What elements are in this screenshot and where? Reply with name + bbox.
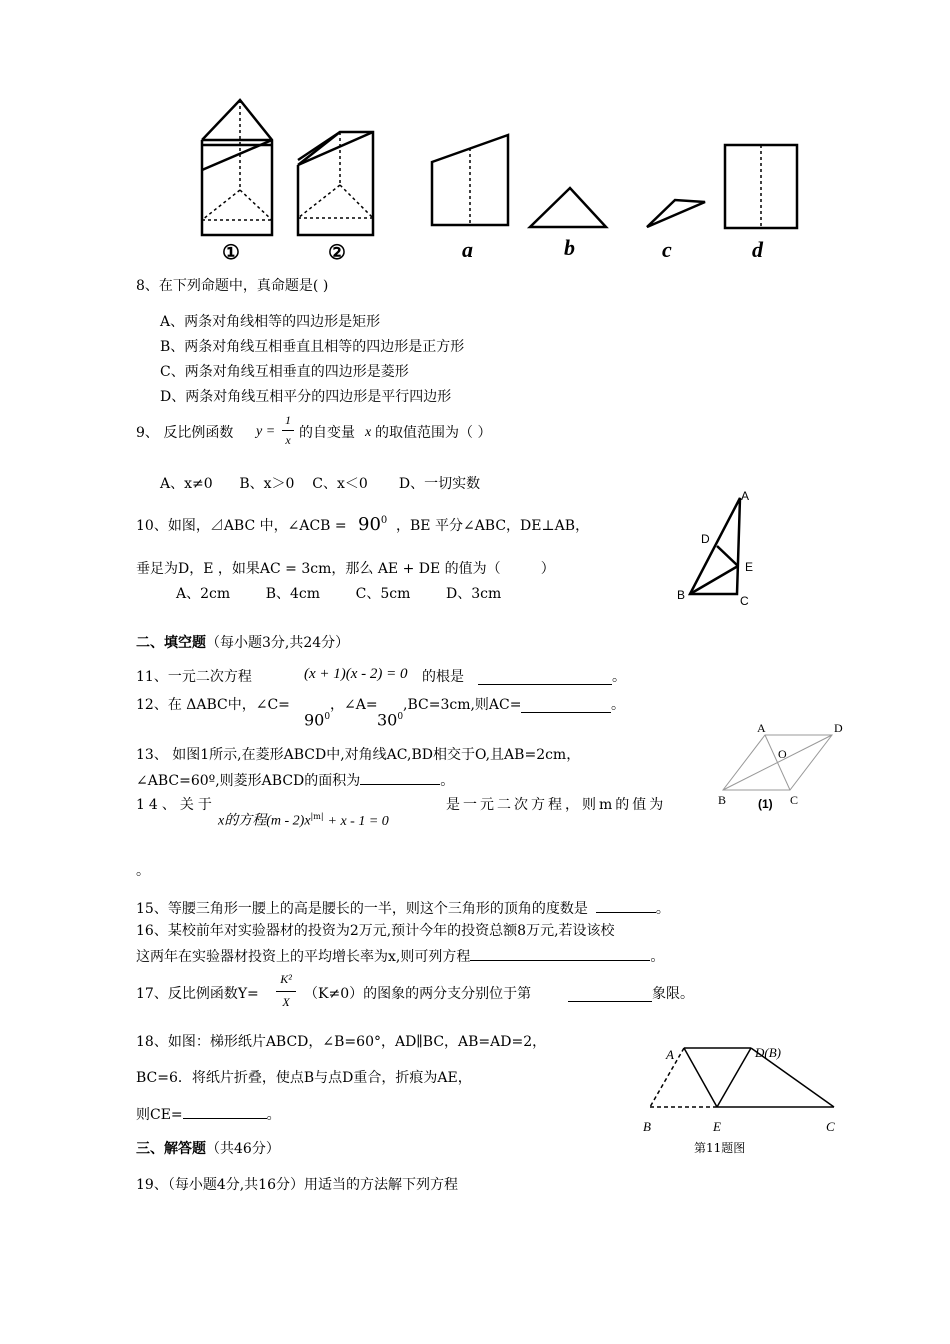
solid-figures (190, 90, 820, 275)
fig-label-c: c (662, 237, 672, 262)
q9-frac-den: x (285, 433, 291, 447)
q17-frac-num: K² (280, 972, 292, 986)
q16-line1: 16、某校前年对实验器材的投资为2万元,预计今年的投资总额8万元,若设该校 (136, 923, 615, 939)
q15-line (136, 898, 670, 918)
q12-a-sup: 0 (397, 712, 404, 722)
q10-angle (358, 510, 387, 536)
q8-option-c: C、两条对角线互相垂直的四边形是菱形 (160, 364, 409, 380)
q14-formula-exp: |m| (310, 812, 324, 821)
q9-formula-y: y = (256, 424, 276, 439)
q11-formula: (x + 1)(x - 2) = 0 (304, 666, 408, 682)
q13-fig-label-c: C (790, 793, 799, 807)
q12-answer-blank[interactable] (521, 698, 611, 713)
q10-fig-label-a: A (741, 489, 750, 503)
q17-answer-blank[interactable] (568, 987, 652, 1002)
q8-option-b: B、两条对角线互相垂直且相等的四边形是正方形 (160, 339, 465, 355)
q12-c-val (304, 708, 330, 729)
q14-prefix: 14、关于 (136, 797, 216, 813)
q11-answer-blank[interactable] (478, 670, 612, 685)
q10-angle-sup: 0 (380, 515, 388, 526)
q16-answer-blank[interactable] (470, 946, 650, 961)
q10-line2: 垂足为D，E ，如果AC = 3cm，那么 AE + DE 的值为（ ） (136, 561, 555, 577)
q17-suffix: （K≠0）的图象的两分支分别位于第 (304, 986, 532, 1002)
q18-fig-label-b: B (643, 1119, 651, 1134)
fig-c-shape (647, 200, 705, 227)
q12-c-sup: 0 (324, 712, 331, 722)
q14-formula-main: (m - 2)x (266, 813, 311, 829)
fig-label-d: d (752, 237, 763, 262)
q12-a-val (377, 708, 403, 729)
section-2 (136, 634, 349, 652)
q16-line2-text: 这两年在实验器材投资上的平均增长率为x,则可列方程 (136, 949, 471, 965)
q18-fig-label-a: A (666, 1047, 674, 1062)
q10-fig-label-c: C (740, 594, 749, 608)
q17-prefix: 17、反比例函数Y= (136, 986, 259, 1002)
q16-end: 。 (650, 949, 665, 965)
q13-answer-blank[interactable] (360, 770, 440, 785)
q18-fig-label-e: E (713, 1119, 721, 1134)
q15-text: 15、等腰三角形一腰上的高是腰长的一半，则这个三角形的顶角的度数是 (136, 901, 588, 917)
q8-option-d: D、两条对角线互相平分的四边形是平行四边形 (160, 389, 452, 405)
fig-b-shape (530, 188, 606, 227)
q8-stem: 8、在下列命题中，真命题是( ) (136, 278, 329, 294)
section-3-note: （共46分） (206, 1141, 280, 1157)
q13-fig-label-o: O (778, 747, 787, 761)
q12-prefix: 12、在 ΔABC中，∠C= (136, 697, 290, 713)
q8-option-a: A、两条对角线相等的四边形是矩形 (160, 314, 381, 330)
q13-line2-text: ∠ABC=60º,则菱形ABCD的面积为 (136, 773, 361, 789)
q9-suffix2: 的取值范围为（ ） (375, 425, 492, 441)
q13-fig-label-b: B (718, 793, 727, 807)
q10-fig-label-d: D (701, 532, 710, 546)
q18-line3-text: 则CE= (136, 1107, 183, 1123)
q18-fig-caption: 第11题图 (694, 1141, 746, 1155)
q13-line2 (136, 770, 454, 790)
q9-var: x (365, 425, 372, 440)
q10-line1-b: ，BE 平分∠ABC，DE⊥AB， (396, 518, 590, 534)
q17-end: 象限。 (652, 986, 694, 1002)
fig-label-a: a (462, 237, 473, 262)
q13-line1: 13、 如图1所示,在菱形ABCD中,对角线AC,BD相交于O,且AB=2cm， (136, 747, 581, 763)
fig-label-2: ② (328, 240, 346, 264)
q11-end: 。 (612, 669, 626, 685)
fig1-outline (202, 100, 272, 235)
q10-angle-value: 90 (358, 514, 381, 535)
q9-suffix: 的自变量 (299, 425, 355, 441)
q10-fig-label-b: B (677, 588, 686, 602)
fig-label-b: b (564, 235, 575, 260)
fig-label-1: ① (222, 240, 240, 264)
q18-line2: BC=6．将纸片折叠，使点B与点D重合，折痕为AE， (136, 1070, 472, 1086)
q18-answer-blank[interactable] (183, 1104, 267, 1119)
q18-end: 。 (266, 1107, 281, 1123)
q12-end: 。 (611, 697, 625, 713)
q12-mid: ，∠A= (330, 697, 378, 713)
q17-frac-den: X (282, 995, 290, 1009)
q14-formula-post: + x - 1 = 0 (327, 813, 389, 829)
q10-line1-a: 10、如图，⊿ABC 中，∠ACB = (136, 518, 347, 534)
q18-line1: 18、如图：梯形纸片ABCD，∠B=60°，AD∥BC，AB=AD=2， (136, 1034, 547, 1050)
section-3-title: 三、解答题 (136, 1141, 206, 1157)
q15-end: 。 (655, 901, 670, 917)
q10-options: A、2cm B、4cm C、5cm D、3cm (176, 586, 502, 602)
q16-line2 (136, 946, 664, 966)
section-2-title: 二、填空题 (136, 635, 206, 651)
q12-c-value: 90 (304, 710, 325, 730)
q19-text: 19、（每小题4分,共16分）用适当的方法解下列方程 (136, 1177, 458, 1193)
q11-suffix: 的根是 (422, 669, 464, 685)
q10-figure (680, 488, 760, 608)
q10-fig-label-e: E (745, 560, 754, 574)
q9-frac-num: 1 (285, 413, 291, 427)
q18-fig-label-db: D(B) (755, 1045, 781, 1060)
q11-prefix: 11、一元二次方程 (136, 669, 252, 685)
q13-fig-label-a: A (757, 721, 766, 735)
q9-frac-bar (282, 430, 294, 431)
section-2-note: （每小题3分,共24分） (206, 635, 350, 651)
q14-end: 。 (136, 863, 150, 879)
q13-end: 。 (440, 773, 455, 789)
q9-options: A、x≠0 B、x＞0 C、x＜0 D、一切实数 (160, 476, 481, 492)
q12-a-value: 30 (377, 710, 398, 730)
q14-formula (218, 808, 389, 831)
q13-fig-label-d: D (834, 721, 843, 735)
q9-prefix: 9、 反比例函数 (136, 425, 234, 441)
q17-frac-bar (276, 991, 296, 992)
q14-formula-pre: x的方程 (218, 813, 267, 829)
q12-suffix: ,BC=3cm,则AC= (403, 697, 522, 713)
q18-fig-label-c: C (826, 1119, 835, 1134)
q14-suffix: 是一元二次方程，则m的值为 (446, 797, 667, 813)
q18-line3 (136, 1104, 281, 1124)
q15-answer-blank[interactable] (596, 898, 656, 913)
q13-fig-caption: (1) (758, 797, 773, 811)
section-3 (136, 1140, 280, 1158)
